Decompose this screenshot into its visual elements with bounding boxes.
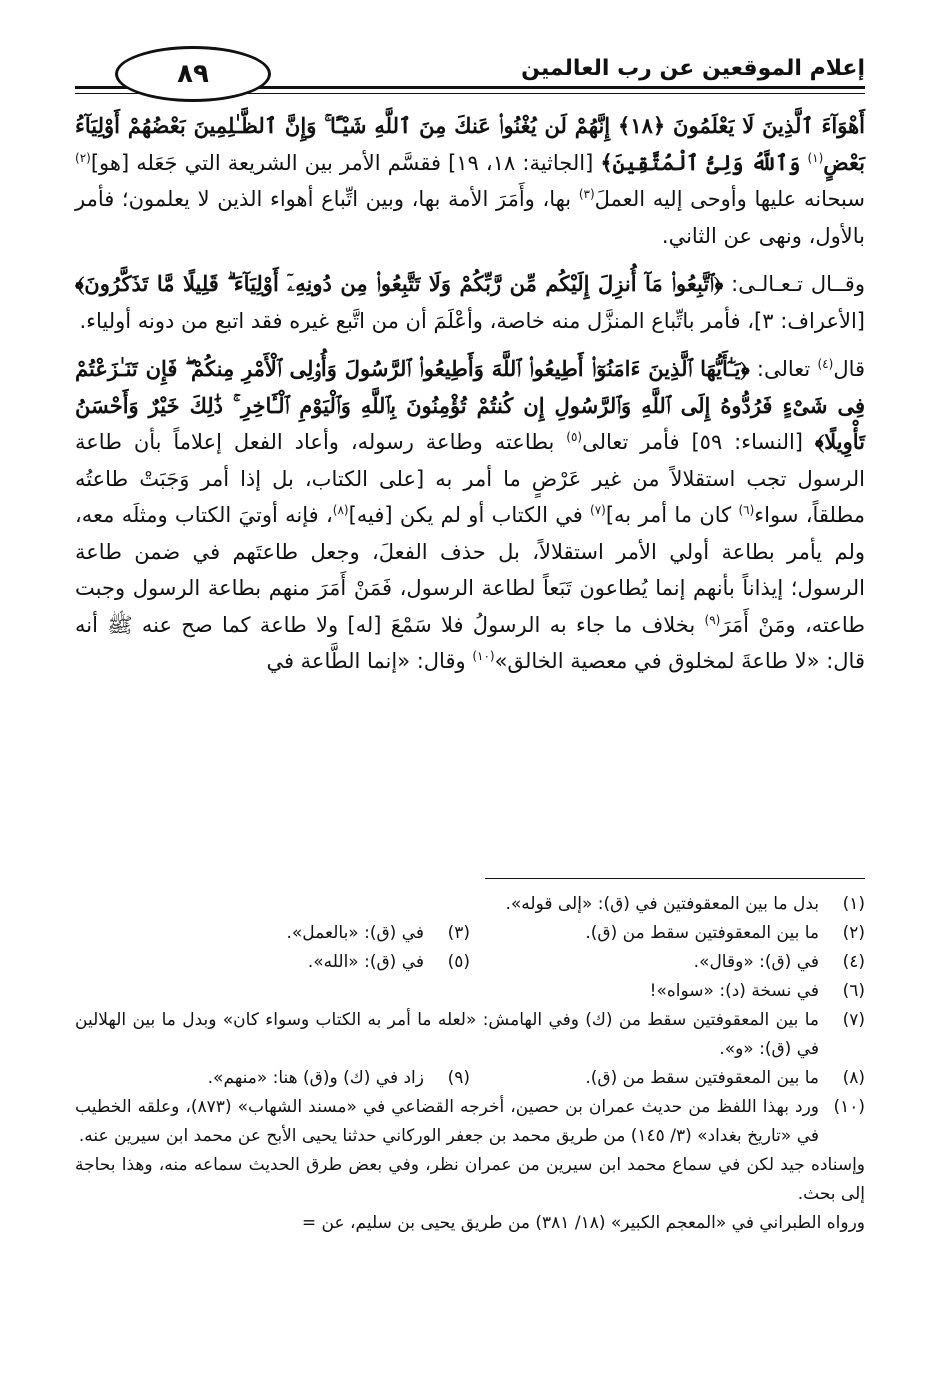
text-run: [النساء: ٥٩] فأمر تعالى xyxy=(582,430,803,454)
paragraph-2 xyxy=(75,266,865,339)
running-title: إعلام الموقعين عن رب العالمين xyxy=(521,56,865,81)
footnote-8 xyxy=(470,1064,865,1093)
footnote-7 xyxy=(75,1006,865,1064)
footnote-number: (٧) xyxy=(842,1010,865,1030)
footnote-row xyxy=(75,1064,865,1093)
main-text xyxy=(75,108,865,692)
quran-verse: وَٱللَّهُ وَلِىُّ ٱلْمُتَّقِينَ﴾ xyxy=(600,149,801,175)
text-run: بها، وأَمَرَ الأمة بها، وبين اتِّباع أهواء الذين لا يعلمون؛ فأمر بالأول، ونهى عن الثاني. xyxy=(75,187,865,248)
footnote-ref: (٨) xyxy=(332,503,349,517)
text-run: وقال: «إنما الطَّاعة في xyxy=(266,649,473,673)
footnote-row xyxy=(75,977,865,1006)
footnote-ref: (١) xyxy=(807,150,824,165)
text-run: [الأعراف: ٣]، فأمر باتِّباع المنزَّل منه خاصة، وأعْلَمَ أن من اتَّبع غيره فقد اتبع من دونه أولياء. xyxy=(79,308,865,333)
page-number-oval xyxy=(115,46,271,102)
footnote-number: (٤) xyxy=(842,952,865,972)
footnote-5 xyxy=(75,948,470,977)
footnote-1 xyxy=(75,890,865,919)
text-run: ، فإنه أوتيَ الكتاب ومثلَه معه، ولم يأمر بطاعة أولي الأمر استقلالاً، بل حذف الفعلَ، وجعل طاعتَهم في ضمن طاعة الرسول؛ إيذاناً بأنهم إنما يُطاعون تَبَعاً لطاعة الرسول، فَمَنْ أَمَرَ منهم بطاعة الرسول وجبت طاعته، ومَنْ أَمَرَ xyxy=(75,503,865,637)
footnote-number: (٨) xyxy=(842,1068,865,1088)
text-run: كان ما أمر به] xyxy=(605,503,732,527)
footnote-text: في (ق): «بالعمل». xyxy=(286,923,424,943)
footnote-ref: (٤) xyxy=(817,357,834,371)
footnote-text: ما بين المعقوفتين سقط من (ق). xyxy=(585,923,819,943)
footnote-number: (٩) xyxy=(447,1068,470,1088)
footnote-separator xyxy=(485,878,865,879)
footnote-row xyxy=(75,890,865,919)
footnote-number: (٦) xyxy=(842,981,865,1001)
footnote-text: زاد في (ك) و(ق) هنا: «منهم». xyxy=(207,1068,424,1088)
text-run: بخلاف ما جاء به الرسولُ فلا سَمْعَ [له] ولا طاعة كما صح عنه ﷺ أنه قال: «لا طاعةَ لمخلوق في معصية الخالق» xyxy=(75,612,865,673)
paragraph-1 xyxy=(75,108,865,254)
footnote-number: (٢) xyxy=(842,923,865,943)
footnote-row xyxy=(75,948,865,977)
footnote-text: في (ق): «الله». xyxy=(307,952,424,972)
footnote-ref: (٦) xyxy=(738,503,755,517)
text-run: قال xyxy=(833,357,866,381)
footnotes xyxy=(75,890,865,1238)
footnote-ref: (٩) xyxy=(704,612,721,627)
footnote-4 xyxy=(470,948,865,977)
text-run: تعالى: xyxy=(749,357,818,381)
text-run: بطاعته وطاعة رسوله، وأعاد الفعل إعلاماً بأن طاعة الرسول تجب استقلالاً من غير عَرْضٍ ما أمر به [على الكتاب، بل إذا أمر وَجَبَتْ طاعتُه مطلقاً، سواء xyxy=(75,430,865,527)
footnote-row xyxy=(75,1093,865,1151)
footnote-number: (٥) xyxy=(447,952,470,972)
text-run: [الجاثية: ١٨، ١٩] فقسَّم الأمر بين الشريعة التي جَعَله [هو] xyxy=(90,150,594,175)
footnote-number: (٣) xyxy=(447,923,470,943)
quran-verse: أَهْوَآءَ ٱلَّذِينَ لَا يَعْلَمُونَ ﴿١٨﴾ إِنَّهُمْ لَن يُغْنُوا۟ عَنكَ مِنَ ٱللَّهِ شَيْـًٔا ۚ وَإِنَّ ٱلظَّـٰلِمِينَ بَعْضُهُمْ أَوْلِيَآءُ بَعْضٍ xyxy=(75,113,866,175)
footnote-row xyxy=(75,1006,865,1064)
footnote-ref: (٥) xyxy=(566,430,583,444)
footnote-text: في نسخة (د): «سواه»! xyxy=(649,981,819,1001)
footnote-text: بدل ما بين المعقوفتين في (ق): «إلى قوله». xyxy=(505,894,819,914)
quran-verse: ﴿يَـٰٓأَيُّهَا ٱلَّذِينَ ءَامَنُوٓا۟ أَطِيعُوا۟ ٱللَّهَ وَأَطِيعُوا۟ ٱلرَّسُولَ وَأُو۟لِى ٱلْأَمْرِ مِنكُمْ ۖ فَإِن تَنَـٰزَعْتُمْ فِى شَىْءٍ فَرُدُّوهُ إِلَى ٱللَّهِ وَٱلرَّسُولِ إِن كُنتُمْ تُؤْمِنُونَ بِٱللَّهِ وَٱلْيَوْمِ ٱلْـَٔاخِرِ ۚ ذَٰلِكَ خَيْرٌ وَأَحْسَنُ تَأْوِيلًا﴾ xyxy=(75,356,865,454)
text-run: وقــال تـعـالـى: xyxy=(723,272,865,296)
footnote-9 xyxy=(75,1064,470,1093)
footnote-row xyxy=(75,919,865,948)
footnote-ref: (٧) xyxy=(590,503,606,517)
paragraph-3 xyxy=(75,351,865,680)
footnote-ref: (٢) xyxy=(75,150,91,165)
footnote-ref: (١٠) xyxy=(472,649,495,663)
footnote-text: ما بين المعقوفتين سقط من (ك) وفي الهامش: «لعله ما أمر به الكتاب وسواء كان» وبدل ما بين الهلالين في (ق): «و». xyxy=(75,1010,819,1059)
text-run: في الكتاب أو لم يكن [فيه] xyxy=(348,503,583,527)
footnote-10-continued: ورواه الطبراني في «المعجم الكبير» (١٨/ ٣٨١) من طريق يحيى بن سليم، عن = xyxy=(301,1213,865,1233)
footnote-10 xyxy=(75,1093,865,1151)
footnote-text: في (ق): «وقال». xyxy=(693,952,819,972)
footnote-ref: (٣) xyxy=(578,187,595,201)
page-header xyxy=(75,44,865,100)
footnote-number: (١) xyxy=(842,894,865,914)
page-number: ٨٩ xyxy=(177,59,209,89)
footnote-10-continued: وإسناده جيد لكن في سماع محمد ابن سيرين من عمران نظر، وفي بعض طرق الحديث سماعه منه، وهذا بحاجة إلى بحث. xyxy=(75,1155,865,1204)
footnote-text: ما بين المعقوفتين سقط من (ق). xyxy=(585,1068,819,1088)
footnote-2 xyxy=(470,919,865,948)
footnote-text: ورد بهذا اللفظ من حديث عمران بن حصين، أخرجه القضاعي في «مسند الشهاب» (٨٧٣)، وعلقه الخطيب في «تاريخ بغداد» (٣/ ١٤٥) من طريق محمد بن جعفر الوركاني حدثنا يحيى الأبح عن محمد ابن سيرين عنه. xyxy=(75,1097,819,1146)
footnote-6 xyxy=(75,977,865,1006)
footnote-number: (١٠) xyxy=(833,1097,865,1117)
text-run: سبحانه عليها وأوحى إليه العملَ xyxy=(594,187,865,211)
quran-verse: ﴿ٱتَّبِعُوا۟ مَآ أُنزِلَ إِلَيْكُم مِّن رَّبِّكُمْ وَلَا تَتَّبِعُوا۟ مِن دُونِهِۦٓ أَوْلِيَآءَ ۗ قَلِيلًا مَّا تَذَكَّرُونَ﴾ xyxy=(75,271,724,296)
footnote-3 xyxy=(75,919,470,948)
